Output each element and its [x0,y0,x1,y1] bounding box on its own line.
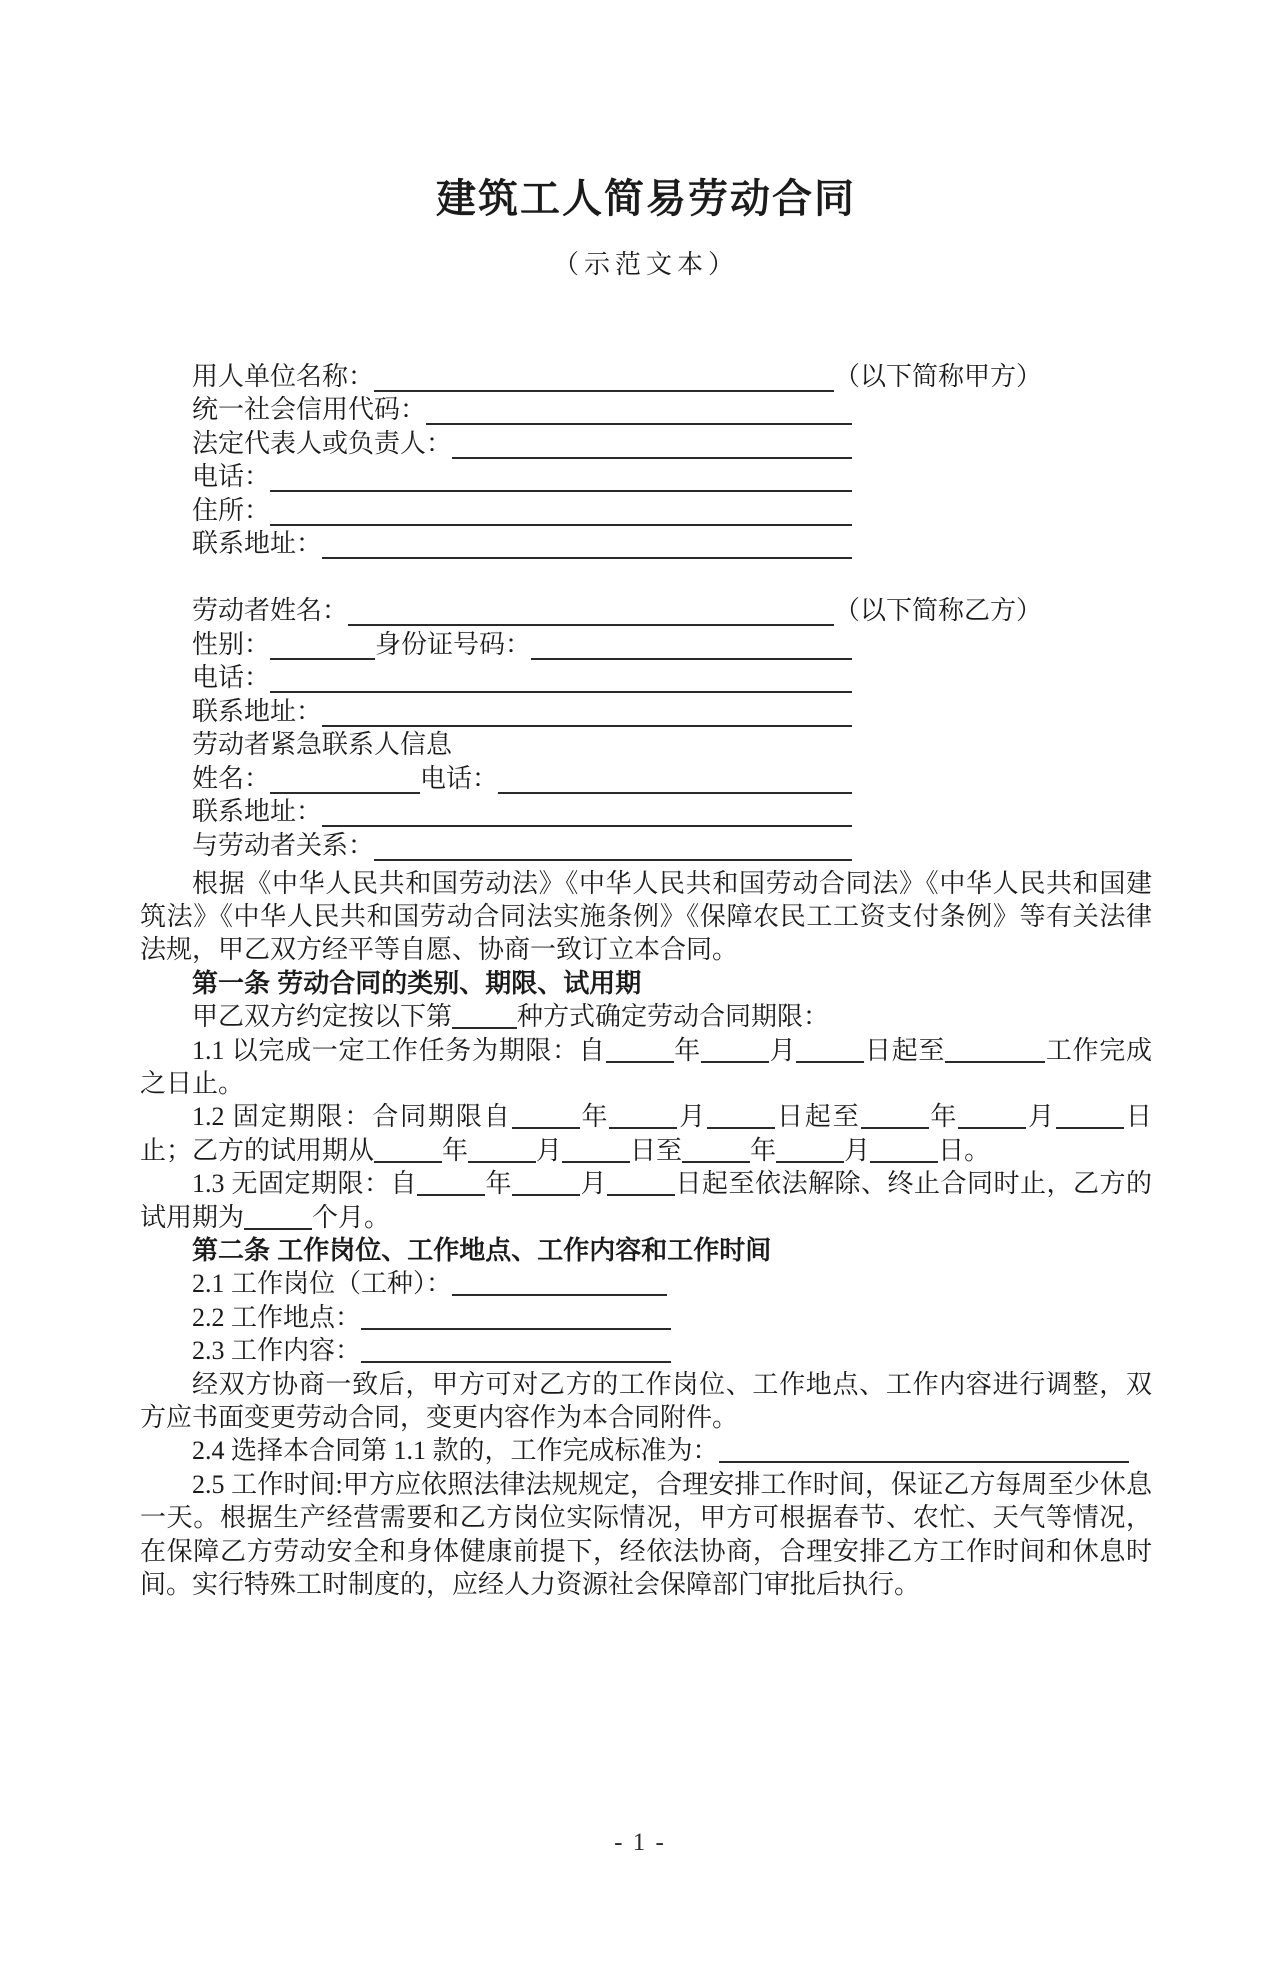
text-segment: 电话： [420,763,499,793]
text-segment: 联系地址： [192,797,323,826]
blank-underline [270,648,375,660]
text-segment: 工作完成之日止。 [140,1035,1152,1098]
text-segment: 年 [442,1135,469,1165]
blank-underline [361,1349,671,1363]
clause-1-item-1-1 [140,1034,1152,1101]
document-title: 建筑工人简易劳动合同 [436,176,856,221]
text-segment: 根据《中华人民共和国劳动法》《中华人民共和国劳动合同法》《中华人民共和国建筑法》《中华人民共和国劳动合同法实施条例》《保障农民工工资支付条例》等有关法律法规，甲乙双方经平等自愿、协商一致订立本合同。 [140,868,1152,965]
text-segment: 1.3 无固定期限：自 [192,1169,417,1199]
blank-underline [452,1282,667,1296]
blank-underline [361,1316,671,1330]
worker-info-section [140,593,1152,861]
text-segment: 个月。 [312,1202,391,1232]
blank-underline [322,715,852,727]
text-segment: 年 [579,1102,610,1132]
text-segment: 身份证号码： [375,629,532,659]
text-segment: 劳动者紧急联系人信息 [192,730,453,759]
text-segment: 2.2 工作地点： [192,1302,362,1332]
text-segment: 联系地址： [192,529,323,558]
text-segment: 1.2 固定期限：合同期限自 [192,1102,512,1132]
blank-underline [452,447,852,459]
text-segment: 法定代表人或负责人： [192,428,453,458]
form-line-employer-name [192,358,1042,392]
form-line-employer-residence [192,492,852,526]
blank-underline [607,1182,675,1196]
blank-underline [417,1182,485,1196]
text-segment: 月 [1026,1102,1057,1132]
blank-underline [270,782,420,794]
text-segment: 1.1 以完成一定工作任务为期限：自 [192,1035,606,1065]
blank-underline [426,413,852,425]
blank-underline [796,1049,864,1063]
text-segment: 联系地址： [192,696,323,726]
contract-body [140,867,1152,1602]
blank-underline [861,1115,929,1129]
blank-underline [374,1149,442,1163]
text-segment: 2.3 工作内容： [192,1336,362,1366]
clause-2-item-2-5 [140,1468,1152,1602]
clause-1-intro [140,1000,1152,1033]
text-segment: （以下简称乙方） [833,596,1042,625]
text-segment: 与劳动者关系： [192,830,375,860]
text-segment: 年 [750,1135,777,1165]
blank-underline [512,1115,580,1129]
text-segment: 日止；乙方的试用期从 [140,1102,1152,1165]
blank-underline [374,849,852,861]
blank-underline [701,1049,769,1063]
preamble-paragraph [140,867,1152,967]
form-line-credit-code [192,392,852,426]
form-line-emergency-contact-address [192,794,852,828]
form-line-emergency-name-phone [192,760,852,794]
blank-underline [452,1015,517,1029]
clause-1-heading: 第一条 劳动合同的类别、期限、试用期 [192,967,642,998]
text-segment: 日起至 [775,1102,861,1132]
text-segment: 统一社会信用代码： [192,395,427,424]
text-segment: 用人单位名称： [192,361,375,391]
text-segment: 2.1 工作岗位（工种）： [192,1269,453,1299]
blank-underline [348,614,834,626]
blank-underline [945,1049,1045,1063]
text-segment: 月 [536,1135,563,1165]
text-segment: 日。 [938,1135,991,1165]
blank-underline [609,1115,677,1129]
blank-underline [270,681,852,693]
blank-underline [322,547,852,559]
blank-underline [244,1216,312,1230]
form-line-employer-contact-address [192,526,852,560]
clause-2-item-2-2 [140,1301,1152,1334]
clause-2-heading: 第二条 工作岗位、工作地点、工作内容和工作时间 [192,1234,772,1265]
blank-underline [270,480,852,492]
blank-underline [870,1149,938,1163]
text-segment: 劳动者姓名： [192,596,349,625]
text-segment: 电话： [192,462,271,491]
form-line-gender-id-number [192,626,852,660]
employer-info-section [140,358,1152,559]
blank-underline [512,1182,580,1196]
text-segment: 性别： [192,629,271,659]
text-segment: 经双方协商一致后，甲方可对乙方的工作岗位、工作地点、工作内容进行调整，双方应书面变更劳动合同，变更内容作为本合同附件。 [140,1369,1152,1432]
blank-underline [776,1149,844,1163]
form-line-employer-phone [192,459,852,493]
blank-underline [374,380,834,392]
text-segment: 月 [844,1135,871,1165]
blank-underline [322,815,852,827]
text-segment: 2.4 选择本合同第 1.1 款的，工作完成标准为： [192,1436,719,1466]
text-segment: 住所： [192,495,271,525]
blank-underline [562,1149,630,1163]
blank-underline [606,1049,674,1063]
blank-underline [531,648,852,660]
form-line-emergency-contact-header [192,727,1152,761]
text-segment: 月 [677,1102,708,1132]
form-line-worker-name [192,593,1042,627]
clause-2-item-2-1 [140,1267,1152,1300]
text-segment: 月 [579,1169,607,1199]
form-line-worker-contact-address [192,693,852,727]
text-segment: 电话： [192,663,271,692]
text-segment: 日起至依法解除、终止合同时止，乙方的试用期为 [140,1169,1152,1232]
page-number: - 1 - [614,1829,666,1856]
form-line-relationship-to-worker [192,827,852,861]
blank-underline [1056,1115,1124,1129]
text-segment: 年 [928,1102,959,1132]
blank-underline [498,782,852,794]
clause-2-item-2-3 [140,1334,1152,1367]
form-line-legal-representative [192,425,852,459]
form-line-worker-phone [192,660,852,694]
clause-1-item-1-2 [140,1100,1152,1167]
text-segment: 日至 [630,1135,683,1165]
text-segment: 月 [768,1035,797,1065]
text-segment: 2.5 工作时间:甲方应依照法律法规规定，合理安排工作时间，保证乙方每周至少休息一天。根据生产经营需要和乙方岗位实际情况，甲方可根据春节、农忙、天气等情况，在保障乙方劳动安全和身体健康前提下，经依法协商，合理安排乙方工作时间和休息时间。实行特殊工时制度的，应经人力资源社会保障部门审批后执行。 [140,1469,1152,1600]
blank-underline [719,1449,1129,1463]
text-segment: 年 [484,1169,512,1199]
text-segment: 年 [673,1035,701,1065]
blank-underline [468,1149,536,1163]
clause-2-item-2-4 [140,1434,1152,1467]
contract-page [0,176,1280,1601]
blank-underline [707,1115,775,1129]
clause-1-item-1-3 [140,1167,1152,1234]
text-segment: 姓名： [192,763,271,793]
clause-2-adjustment-paragraph [140,1368,1152,1435]
text-segment: 甲乙双方约定按以下第 [192,1002,453,1032]
blank-underline [270,514,852,526]
blank-underline [682,1149,750,1163]
blank-underline [958,1115,1026,1129]
text-segment: 种方式确定劳动合同期限： [517,1002,830,1032]
document-subtitle: （示范文本） [552,250,739,279]
text-segment: （以下简称甲方） [833,361,1042,391]
text-segment: 日起至 [864,1035,946,1065]
